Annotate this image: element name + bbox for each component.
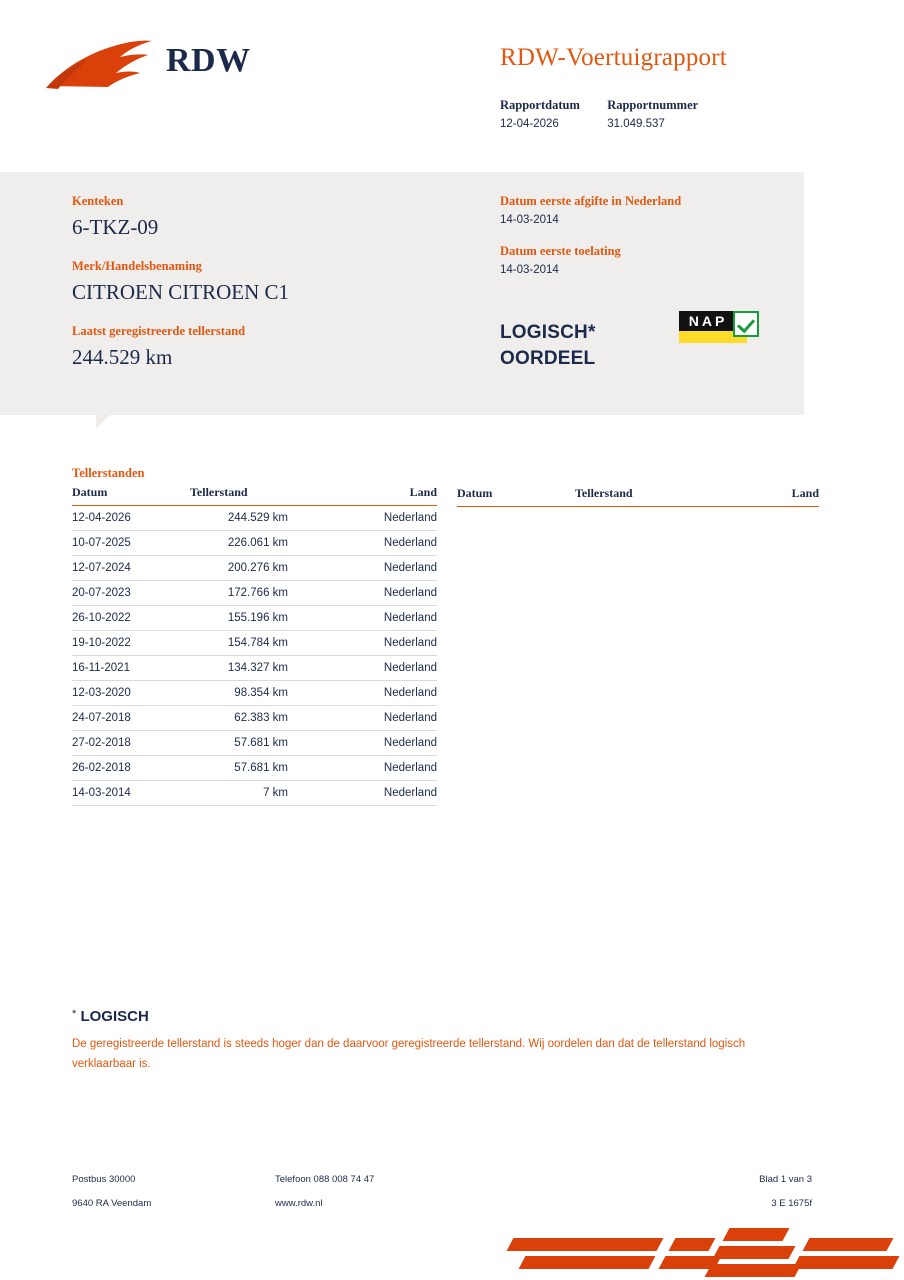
footer-page-info <box>660 1168 812 1216</box>
cell-reading: 154.784 km <box>190 631 320 656</box>
col-header-reading: Tellerstand <box>575 486 705 507</box>
table-row <box>72 781 437 806</box>
col-header-date: Datum <box>457 486 575 507</box>
cell-date: 26-10-2022 <box>72 606 190 631</box>
cell-country: Nederland <box>320 756 437 781</box>
summary-left-column <box>72 194 472 371</box>
report-title: RDW-Voertuigrapport <box>500 44 727 71</box>
cell-date: 10-07-2025 <box>72 531 190 556</box>
footer-decorative-stripes <box>500 1220 904 1280</box>
cell-date: 12-03-2020 <box>72 681 190 706</box>
cell-country: Nederland <box>320 631 437 656</box>
document-header <box>0 0 904 172</box>
cell-country: Nederland <box>320 506 437 531</box>
table-row <box>72 706 437 731</box>
brand-value: CITROEN CITROEN C1 <box>72 280 289 304</box>
footer-website[interactable]: www.rdw.nl <box>275 1198 323 1209</box>
verdict-line-2: OORDEEL <box>500 348 596 369</box>
check-icon <box>733 311 759 337</box>
footer-address <box>72 1168 151 1216</box>
cell-country: Nederland <box>320 681 437 706</box>
odometer-tables <box>72 466 832 806</box>
footer-contact <box>275 1168 374 1216</box>
table-row <box>72 581 437 606</box>
cell-date: 16-11-2021 <box>72 656 190 681</box>
cell-reading: 155.196 km <box>190 606 320 631</box>
verdict-block <box>500 320 596 372</box>
cell-reading: 226.061 km <box>190 531 320 556</box>
footnote-star: * <box>72 1008 77 1020</box>
odometer-table-left <box>72 485 437 806</box>
cell-country: Nederland <box>320 556 437 581</box>
report-date-label: Rapportdatum <box>500 98 580 112</box>
cell-reading: 172.766 km <box>190 581 320 606</box>
report-date-block <box>500 98 604 130</box>
cell-country: Nederland <box>320 781 437 806</box>
col-header-country: Land <box>705 486 819 507</box>
cell-date: 19-10-2022 <box>72 631 190 656</box>
license-label: Kenteken <box>72 194 124 208</box>
col-header-reading: Tellerstand <box>190 485 320 506</box>
table-row <box>72 606 437 631</box>
report-meta <box>500 98 698 130</box>
summary-right-column <box>500 194 790 276</box>
first-issue-value: 14-03-2014 <box>500 214 559 226</box>
report-number-label: Rapportnummer <box>607 98 699 112</box>
cell-country: Nederland <box>320 606 437 631</box>
last-reading-value: 244.529 km <box>72 345 173 369</box>
nap-logo <box>679 311 759 343</box>
cell-country: Nederland <box>320 531 437 556</box>
cell-reading: 62.383 km <box>190 706 320 731</box>
report-date-value: 12-04-2026 <box>500 118 559 130</box>
table-row <box>72 731 437 756</box>
footnote-title-text: LOGISCH <box>80 1008 149 1025</box>
verdict-line-1: LOGISCH* <box>500 322 596 343</box>
cell-reading: 244.529 km <box>190 506 320 531</box>
footnote-title <box>72 1008 772 1025</box>
table-row <box>72 756 437 781</box>
cell-country: Nederland <box>320 731 437 756</box>
cell-country: Nederland <box>320 706 437 731</box>
footer-phone: Telefoon 088 008 74 47 <box>275 1174 375 1185</box>
cell-reading: 57.681 km <box>190 756 320 781</box>
cell-reading: 98.354 km <box>190 681 320 706</box>
col-header-date: Datum <box>72 485 190 506</box>
rdw-logo <box>44 36 304 98</box>
table-row <box>72 556 437 581</box>
cell-date: 27-02-2018 <box>72 731 190 756</box>
col-header-country: Land <box>320 485 437 506</box>
cell-reading: 57.681 km <box>190 731 320 756</box>
cell-reading: 200.276 km <box>190 556 320 581</box>
footer-page-number: Blad 1 van 3 <box>759 1174 812 1185</box>
cell-date: 14-03-2014 <box>72 781 190 806</box>
cell-country: Nederland <box>320 656 437 681</box>
cell-date: 12-04-2026 <box>72 506 190 531</box>
vehicle-summary-panel <box>0 172 804 415</box>
table-row <box>72 681 437 706</box>
table-header-row <box>457 486 819 507</box>
cell-date: 12-07-2024 <box>72 556 190 581</box>
panel-corner-notch <box>96 415 110 429</box>
table-header-row <box>72 485 437 506</box>
rdw-feather-logo-icon <box>44 40 156 92</box>
report-number-value: 31.049.537 <box>607 118 665 130</box>
first-issue-label: Datum eerste afgifte in Nederland <box>500 194 682 208</box>
nap-text: NAP <box>679 311 737 331</box>
last-reading-label: Laatst geregistreerde tellerstand <box>72 324 246 338</box>
first-admission-value: 14-03-2014 <box>500 264 559 276</box>
rdw-logo-text: RDW <box>166 42 251 79</box>
license-value: 6-TKZ-09 <box>72 215 159 239</box>
footnote-text: De geregistreerde tellerstand is steeds hoger dan de daarvoor geregistreerde tellerstand. Wij oordelen dan dat de tellerstand logisch verklaarbaar is. <box>72 1038 746 1070</box>
footer-address-line-2: 9640 RA Veendam <box>72 1198 152 1209</box>
cell-reading: 134.327 km <box>190 656 320 681</box>
footer-address-line-1: Postbus 30000 <box>72 1174 136 1185</box>
cell-date: 20-07-2023 <box>72 581 190 606</box>
cell-country: Nederland <box>320 581 437 606</box>
logisch-footnote <box>72 1008 772 1074</box>
brand-label: Merk/Handelsbenaming <box>72 259 202 273</box>
table-row <box>72 506 437 531</box>
cell-reading: 7 km <box>190 781 320 806</box>
table-row <box>72 531 437 556</box>
cell-date: 26-02-2018 <box>72 756 190 781</box>
table-row <box>72 656 437 681</box>
first-admission-label: Datum eerste toelating <box>500 244 621 258</box>
odometer-table-right <box>457 486 819 507</box>
table-row <box>72 631 437 656</box>
odometer-table-title: Tellerstanden <box>72 466 145 480</box>
report-number-block <box>607 98 698 130</box>
footer-doc-code: 3 E 1675f <box>771 1198 812 1209</box>
cell-date: 24-07-2018 <box>72 706 190 731</box>
